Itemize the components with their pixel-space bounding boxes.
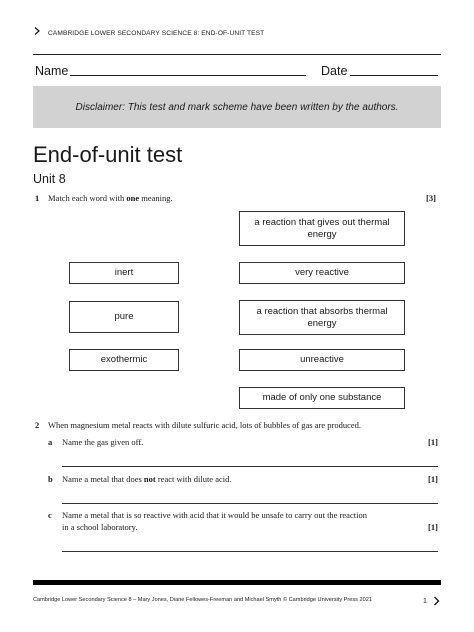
disclaimer-box [33, 86, 441, 128]
name-label: Name [35, 64, 69, 78]
question-2b-marks: [1] [428, 474, 438, 484]
name-field[interactable] [70, 75, 306, 76]
meaning-box-unreactive[interactable] [239, 349, 405, 371]
question-2a-letter: a [48, 437, 53, 447]
question-1-number: 1 [35, 193, 40, 203]
question-2-text: When magnesium metal reacts with dilute sulfuric acid, lots of bubbles of gas are produced. [48, 420, 361, 430]
word-box-inert[interactable] [69, 262, 179, 284]
question-1-text: Match each word with one meaning. [48, 193, 173, 203]
question-2a-marks: [1] [428, 437, 438, 447]
question-2-number: 2 [35, 420, 40, 430]
footer-bar [33, 580, 441, 585]
meaning-label: very reactive [295, 267, 349, 278]
page-number: 1 [423, 598, 427, 605]
meaning-box-very-reactive[interactable] [239, 262, 405, 284]
question-1-marks: [3] [426, 193, 436, 203]
word-box-exothermic[interactable] [69, 349, 179, 371]
question-2a-text: Name the gas given off. [62, 437, 144, 447]
meaning-label: a reaction that gives out thermal energy [254, 216, 390, 240]
meaning-label: unreactive [300, 354, 344, 365]
word-label: exothermic [100, 354, 148, 365]
word-label: inert [114, 267, 134, 278]
chevron-right-icon[interactable] [433, 596, 440, 606]
date-field[interactable] [350, 75, 438, 76]
date-label: Date [321, 64, 348, 78]
disclaimer-text: Disclaimer: This test and mark scheme have been written by the authors. [75, 101, 399, 113]
word-box-pure[interactable] [69, 301, 179, 333]
answer-line-2a[interactable] [62, 466, 438, 467]
question-2b-text: Name a metal that does not react with dilute acid. [62, 474, 232, 484]
question-2c-text-line2: in a school laboratory. [62, 522, 138, 532]
question-2c-marks: [1] [428, 522, 438, 532]
footer-copyright: Cambridge Lower Secondary Science 8 – Mary Jones, Diane Fellowes-Freeman and Michael Smyth © Cambridge University Press 2021 [33, 597, 372, 603]
page-title: End-of-unit test [33, 142, 183, 167]
meaning-label: a reaction that absorbs thermal energy [256, 305, 388, 329]
question-2c-letter: c [48, 510, 52, 520]
meaning-box-absorbs-energy[interactable] [239, 300, 405, 335]
answer-line-2c[interactable] [62, 551, 438, 552]
header-divider [33, 54, 441, 55]
unit-heading: Unit 8 [33, 172, 66, 186]
meaning-box-one-substance[interactable] [239, 387, 405, 409]
chevron-right-icon [33, 27, 41, 35]
word-label: pure [114, 311, 134, 322]
answer-line-2b[interactable] [62, 503, 438, 504]
question-2b-letter: b [48, 474, 53, 484]
question-2c-text-line1: Name a metal that is so reactive with acid that it would be unsafe to carry out the reaction [62, 510, 367, 520]
running-header: CAMBRIDGE LOWER SECONDARY SCIENCE 8: END-OF-UNIT TEST [48, 30, 265, 37]
meaning-box-gives-out-energy[interactable] [239, 211, 405, 246]
meaning-label: made of only one substance [262, 392, 382, 403]
